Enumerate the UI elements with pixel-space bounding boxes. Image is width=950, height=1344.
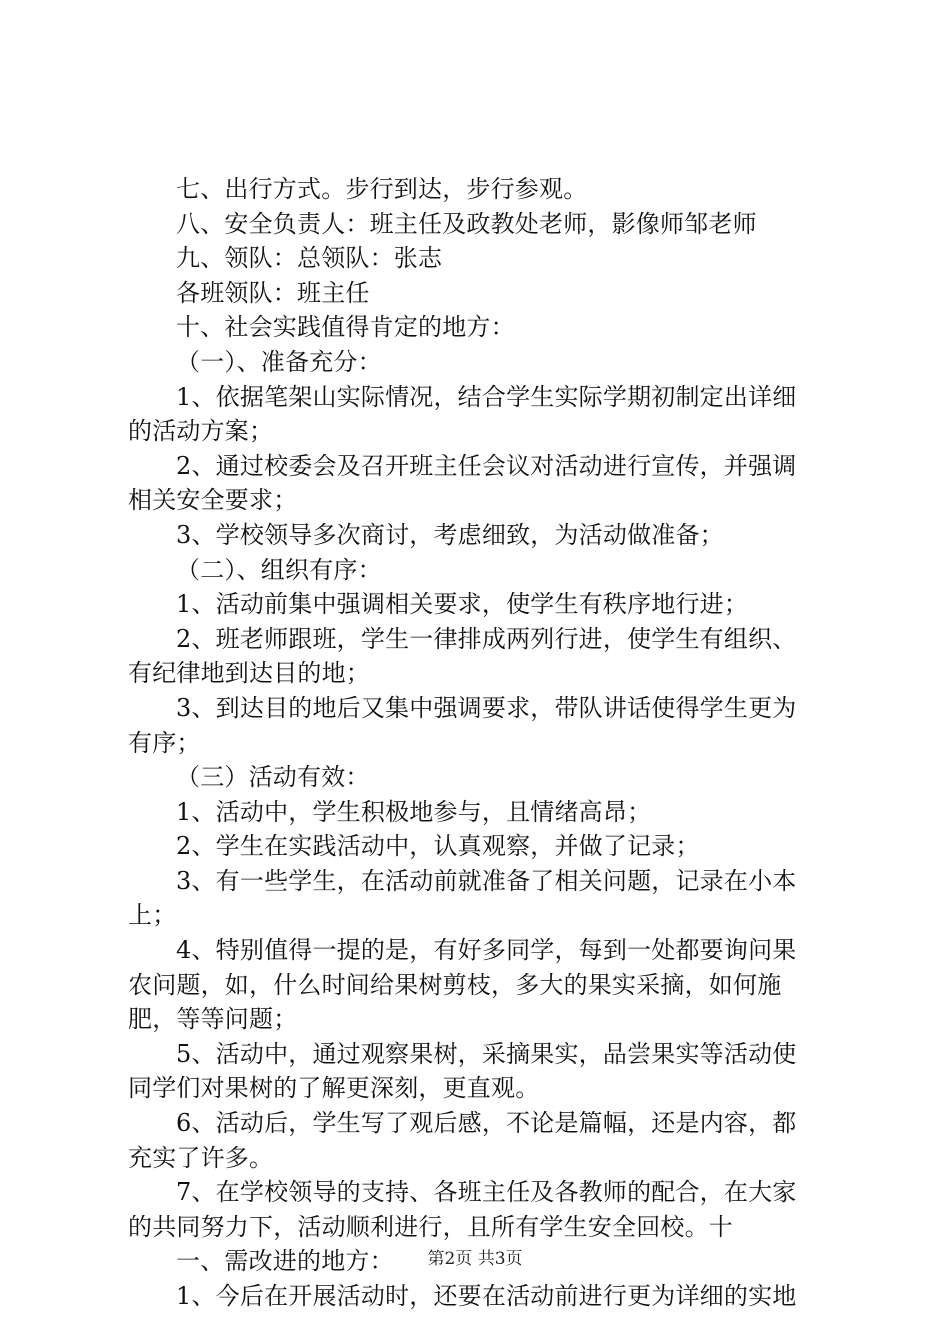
text-line: 2、学生在实践活动中，认真观察，并做了记录； (176, 832, 700, 861)
text-line: 5、活动中，通过观察果树，采摘果实，品尝果实等活动使 (176, 1039, 797, 1068)
text-line: 1、依据笔架山实际情况，结合学生实际学期初制定出详细 (176, 382, 797, 411)
text-line: （一）、准备充分： (176, 347, 382, 376)
text-line: 上； (128, 901, 177, 930)
text-line: 各班领队：班主任 (176, 278, 370, 307)
text-line: 7、在学校领导的支持、各班主任及各教师的配合，在大家 (176, 1178, 797, 1207)
text-line: 的共同努力下，活动顺利进行，且所有学生安全回校。十 (128, 1212, 733, 1241)
text-line: 3、到达目的地后又集中强调要求，带队讲话使得学生更为 (176, 693, 797, 722)
page-footer: 第2页 共3页 (427, 1249, 523, 1269)
text-line: 3、学校领导多次商讨，考虑细致，为活动做准备； (176, 520, 724, 549)
text-line: 八、安全负责人：班主任及政教处老师，影像师邹老师 (176, 209, 757, 238)
text-line: 九、领队：总领队：张志 (176, 244, 443, 273)
text-line: 同学们对果树的了解更深刻，更直观。 (128, 1074, 540, 1103)
text-line: 有纪律地到达目的地； (128, 659, 370, 688)
text-line: （二）、组织有序： (176, 555, 382, 584)
text-line: 七、出行方式。步行到达，步行参观。 (176, 175, 588, 203)
text-line: 的活动方案； (128, 417, 274, 446)
text-line: 相关安全要求； (128, 486, 298, 515)
text-line: 有序； (128, 728, 201, 757)
text-line: 6、活动后，学生写了观后感，不论是篇幅，还是内容，都 (176, 1109, 797, 1138)
text-line: 农问题，如，什么时间给果树剪枝，多大的果实采摘，如何施 (128, 970, 782, 999)
text-line: 充实了许多。 (128, 1143, 274, 1172)
text-line: 肥，等等问题； (128, 1005, 298, 1034)
text-line: 十、社会实践值得肯定的地方： (176, 313, 515, 342)
text-line: 1、活动中，学生积极地参与，且情绪高昂； (176, 797, 652, 826)
text-line: 2、通过校委会及召开班主任会议对活动进行宣传，并强调 (176, 451, 797, 480)
text-line: 4、特别值得一提的是，有好多同学，每到一处都要询问果 (176, 936, 797, 965)
text-line: 一、需改进的地方： (176, 1247, 394, 1276)
text-line: 3、有一些学生，在活动前就准备了相关问题，记录在小本 (176, 866, 797, 895)
document-body (128, 172, 828, 1314)
text-line: 1、今后在开展活动时，还要在活动前进行更为详细的实地 (176, 1282, 797, 1310)
text-line: 2、班老师跟班，学生一律排成两列行进，使学生有组织、 (176, 624, 797, 653)
text-line: （三）活动有效： (176, 763, 370, 792)
text-line: 1、活动前集中强调相关要求，使学生有秩序地行进； (176, 590, 749, 619)
